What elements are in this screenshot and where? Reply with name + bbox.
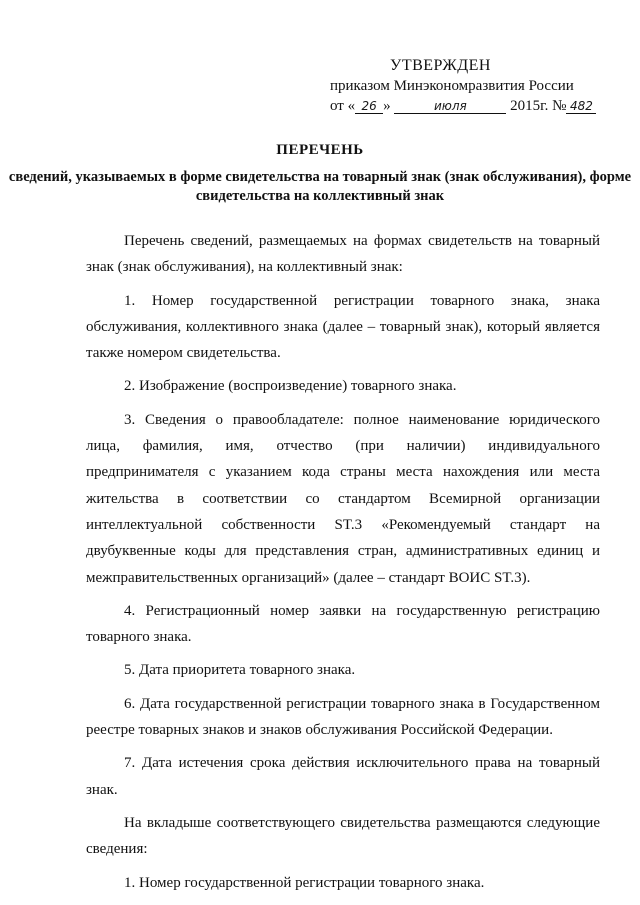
date-line xyxy=(330,96,610,116)
handwritten-number: 482 xyxy=(566,99,596,114)
document-subtitle: сведений, указываемых в форме свидетельства на товарный знак (знак обслуживания), форме свидетельства на коллективный знак xyxy=(8,169,632,204)
insert-list-item: 1. Номер государственной регистрации товарного знака. xyxy=(124,874,485,891)
date-prefix: от « xyxy=(330,98,356,114)
date-mid: » xyxy=(383,98,391,114)
list-item: 4. Регистрационный номер заявки на государственную регистрацию товарного знака. xyxy=(86,602,600,646)
date-year: 2015г. xyxy=(510,98,549,114)
list-item: 2. Изображение (воспроизведение) товарного знака. xyxy=(124,378,457,395)
approval-block xyxy=(330,56,610,116)
insert-intro-paragraph: На вкладыше соответствующего свидетельства размещаются следующие сведения: xyxy=(86,814,600,858)
document-title: ПЕРЕЧЕНЬ xyxy=(276,142,364,158)
handwritten-day: 26 xyxy=(355,99,383,114)
handwritten-month: июля xyxy=(394,99,506,114)
number-prefix: № xyxy=(552,98,567,114)
list-item: 3. Сведения о правообладателе: полное наименование юридического лица, фамилия, имя, отчество (при наличии) индивидуального предпринимателя с указанием кода страны места нахождения или места жительства в соответствии со стандартом Всемирной организации интеллектуальной собственности ST.3 «Рекомендуемый стандарт на двубуквенные коды для представления стран, административных единиц и межправительственных организаций» (далее – стандарт ВОИС ST.3). xyxy=(86,411,600,586)
intro-paragraph: Перечень сведений, размещаемых на формах свидетельств на товарный знак (знак обслуживания), на коллективный знак: xyxy=(86,233,600,276)
list-item: 6. Дата государственной регистрации товарного знака в Государственном реестре товарных знаков и знаков обслуживания Российской Федерации. xyxy=(86,695,600,739)
order-line: приказом Минэкономразвития России xyxy=(330,78,574,94)
list-item: 7. Дата истечения срока действия исключительного права на товарный знак. xyxy=(86,755,600,798)
list-item: 5. Дата приоритета товарного знака. xyxy=(124,662,356,679)
approved-heading: УТВЕРЖДЕН xyxy=(390,57,491,74)
list-item: 1. Номер государственной регистрации товарного знака, знака обслуживания, коллективного знака (далее – товарный знак), который является также номером свидетельства. xyxy=(86,292,600,362)
document-body xyxy=(86,228,600,903)
